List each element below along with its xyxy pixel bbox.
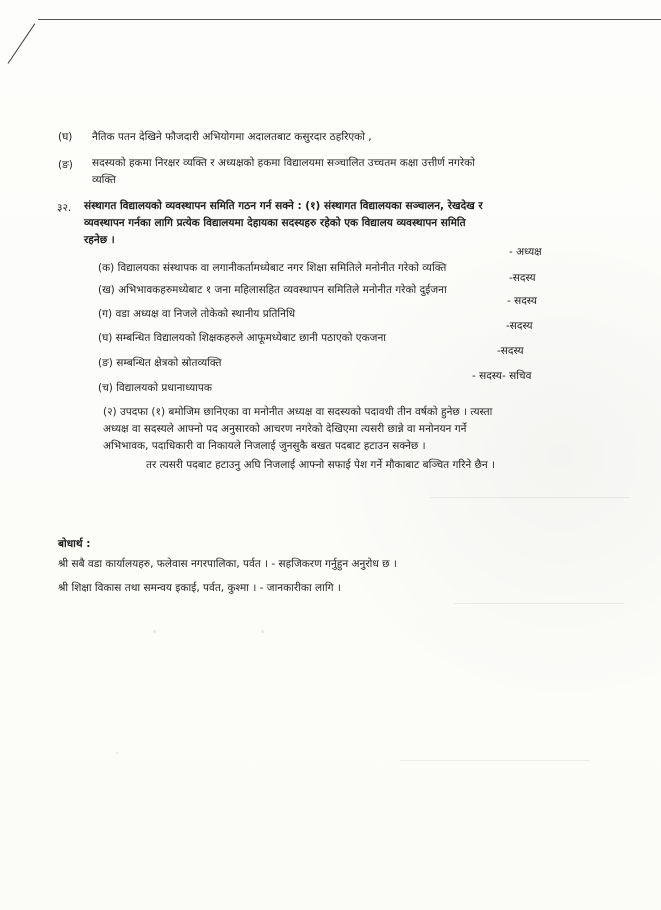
member-role-ga: - सदस्य [507,295,537,307]
section-number: ३२. [57,202,72,214]
member-row-cha: (च) विद्यालयको प्रधानाध्यापक [98,382,212,394]
member-role-cha: - सदस्य- सचिव [472,370,532,382]
scan-speck [261,630,264,633]
item-text-line-1: सदस्यको हकमा निरक्षर व्यक्ति र अध्यक्षको हकमा विद्यालयमा सञ्चालित उच्चतम कक्षा उत्तीर्ण नगरेको [92,157,475,169]
item-marker: (ङ) [58,159,73,171]
member-role-gha: -सदस्य [506,320,533,332]
faint-line [430,497,630,498]
member-role-kha: -सदस्य [509,272,536,284]
item-marker: (घ) [58,131,73,143]
faint-line [454,603,624,604]
scan-speck [116,752,118,754]
member-row-ka: (क) विद्यालयका संस्थापक वा लगानीकर्तामध्येबाट नगर शिक्षा समितिले मनोनीत गरेको व्यक्ति [98,262,447,274]
section-intro-line-1: संस्थागत विद्यालयको व्यवस्थापन समिति गठन गर्न सक्ने : (१) संस्थागत विद्यालयका सञ्चालन, रेखदेख र [84,200,483,212]
bodhartha-line-1: श्री सबै वडा कार्यालयहरु, फलेवास नगरपालिका, पर्वत । - सहजिकरण गर्नुहुन अनुरोध छ । [58,558,397,570]
item-text-line-2: व्यक्ति [92,174,117,186]
bodhartha-heading: बोधार्थ : [58,538,91,550]
subsection-line-2: अध्यक्ष वा सदस्यले आफ्नो पद अनुसारको आचरण नगरेको देखिएमा त्यसरी छान्ने वा मनोनयन गर्ने [103,423,467,435]
subsection-line-1: (२) उपदफा (१) बमोजिम छानिएका वा मनोनीत अध्यक्ष वा सदस्यको पदावधी तीन वर्षको हुनेछ । त्यस्ता [103,406,493,418]
member-row-nga: (ङ) सम्बन्धित क्षेत्रको स्रोतव्यक्ति [98,357,222,369]
item-text: नैतिक पतन देखिने फौजदारी अभियोगमा अदालतबाट कसुरदार ठहरिएको , [92,131,372,143]
subsection-line-3: अभिभावक, पदाधिकारी वा निकायले निजलाई जुनसुकै बखत पदबाट हटाउन सक्नेछ । [103,440,426,452]
scan-speck [153,630,156,633]
section-intro-line-2: व्यवस्थापन गर्नका लागि प्रत्येक विद्यालयमा देहायका सदस्यहरु रहेको एक विद्यालय व्यवस्थापन समिति [84,217,466,229]
proviso-line: तर त्यसरी पदबाट हटाउनु अघि निजलाई आफ्नो सफाई पेश गर्ने मौकाबाट बञ्चित गरिने छैन । [146,459,496,471]
faint-line [400,760,590,761]
member-row-gha: (घ) सम्बन्धित विद्यालयको शिक्षकहरुले आफूमध्येबाट छानी पठाएको एकजना [98,332,387,344]
member-row-kha: (ख) अभिभावकहरुमध्येबाट १ जना महिलासहित व्यवस्थापन समितिले मनोनीत गरेको दुईजना [98,284,447,296]
section-intro-line-3: रहनेछ । [84,234,115,246]
bodhartha-line-2: श्री शिक्षा विकास तथा समन्वय इकाई, पर्वत, कुश्मा । - जानकारीका लागि । [58,582,341,594]
top-rule [38,19,661,20]
corner-stroke [0,0,1,1]
member-row-ga: (ग) वडा अध्यक्ष वा निजले तोकेको स्थानीय प्रतिनिधि [98,308,296,320]
member-role-nga: -सदस्य [497,345,524,357]
member-role-ka: - अध्यक्ष [509,246,542,258]
